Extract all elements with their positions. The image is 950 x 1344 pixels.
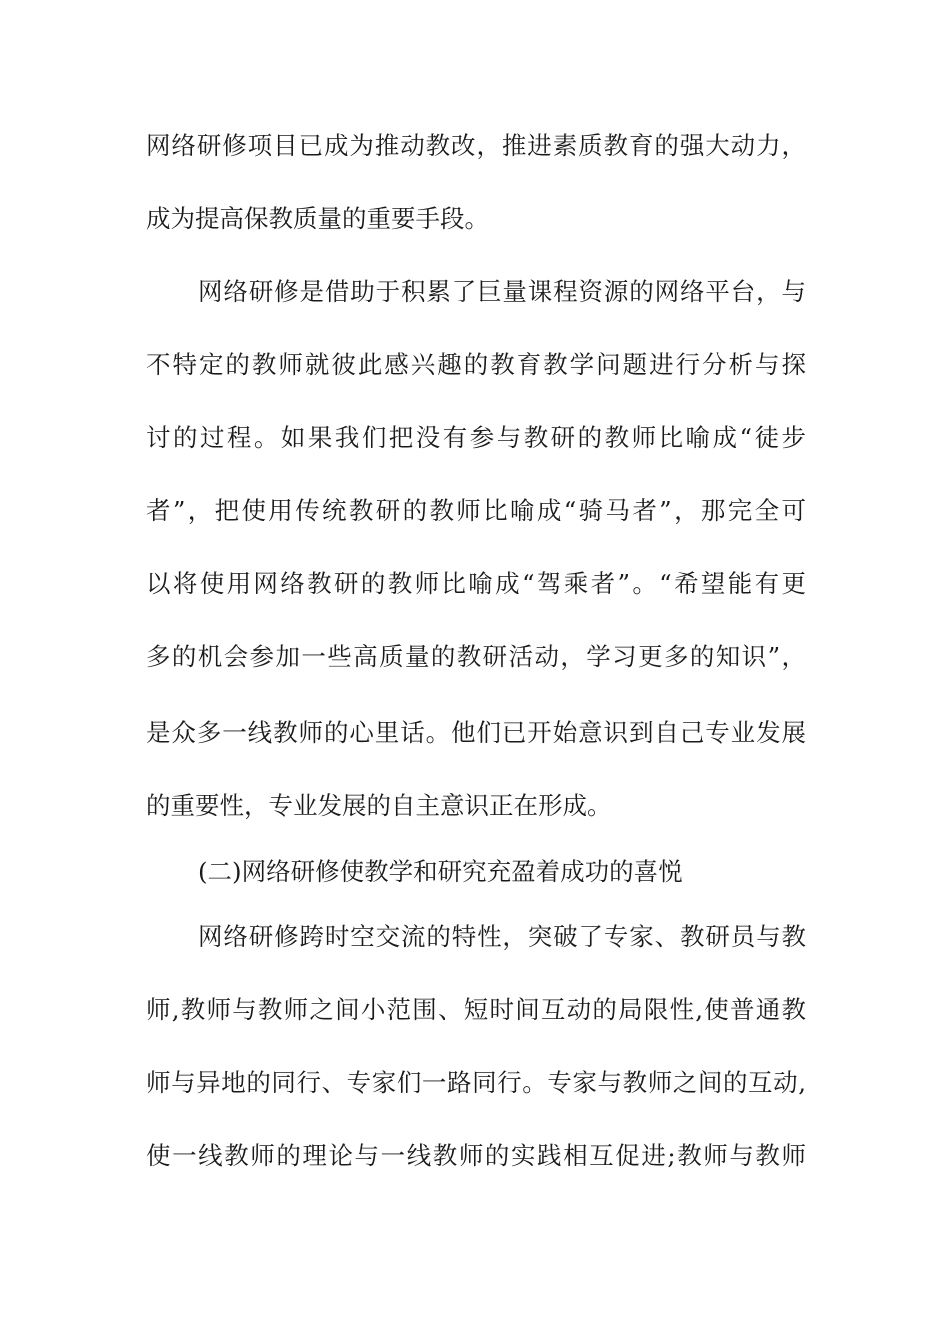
paragraph-3-line-3: 师与异地的同行、专家们一路同行。专家与教师之间的互动, <box>146 1068 806 1097</box>
paragraph-2-line-2: 不特定的教师就彼此感兴趣的教育教学问题进行分析与探 <box>146 350 806 379</box>
paragraph-3-line-2: 师,教师与教师之间小范围、短时间互动的局限性,使普通教 <box>146 995 806 1024</box>
paragraph-2-line-1: 网络研修是借助于积累了巨量课程资源的网络平台，与 <box>198 277 806 306</box>
paragraph-2-line-7: 是众多一线教师的心里话。他们已开始意识到自己专业发展 <box>146 718 806 747</box>
paragraph-1-line-2: 成为提高保教质量的重要手段。 <box>146 204 489 233</box>
paragraph-2-line-4: 者”，把使用传统教研的教师比喻成“骑马者”，那完全可 <box>146 496 806 525</box>
paragraph-1-line-1: 网络研修项目已成为推动教改，推进素质教育的强大动力， <box>146 131 806 160</box>
paragraph-3-line-4: 使一线教师的理论与一线教师的实践相互促进;教师与教师 <box>146 1141 806 1170</box>
paragraph-2-line-5: 以将使用网络教研的教师比喻成“驾乘者”。“希望能有更 <box>146 569 806 598</box>
section-heading: (二)网络研修使教学和研究充盈着成功的喜悦 <box>198 857 683 886</box>
paragraph-2-line-3: 讨的过程。如果我们把没有参与教研的教师比喻成“徒步 <box>146 423 806 452</box>
paragraph-3-line-1: 网络研修跨时空交流的特性，突破了专家、教研员与教 <box>198 922 806 951</box>
paragraph-2-line-6: 多的机会参加一些高质量的教研活动，学习更多的知识”， <box>146 642 806 671</box>
paragraph-2-line-8: 的重要性，专业发展的自主意识正在形成。 <box>146 791 612 820</box>
